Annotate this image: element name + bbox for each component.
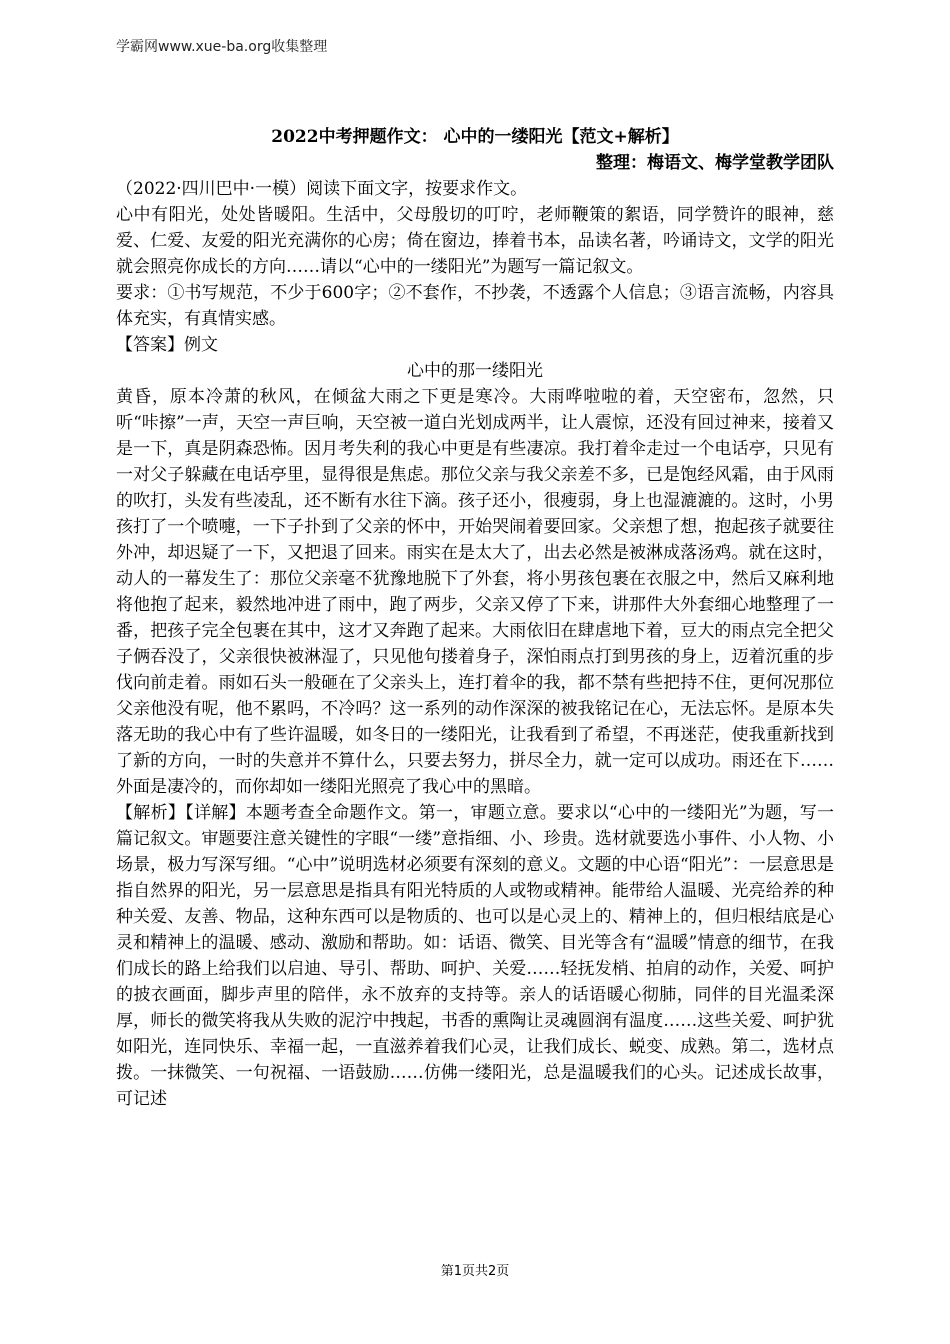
answer-label: 【答案】例文 [116,335,218,355]
writing-prompt: 心中有阳光，处处皆暖阳。生活中，父母殷切的叮咛，老师鞭策的絮语，同学赞许的眼神，慈爱、仁爱、友爱的阳光充满你的心房；倚在窗边，捧着书本，品读名著，吟诵诗文，文学的阳光就会照亮你成长的方向……请以“心中的一缕阳光”为题写一篇记叙文。 [116,205,834,277]
document-body [116,124,834,1112]
writing-requirements: 要求：①书写规范，不少于600字；②不套作，不抄袭，不透露个人信息；③语言流畅，内容具体充实，有真情实感。 [116,283,834,329]
organizer-line: 整理：梅语文、梅学堂教学团队 [596,153,834,173]
analysis-text: 【解析】【详解】本题考查全命题作文。第一，审题立意。要求以“心中的一缕阳光”为题，写一篇记叙文。审题要注意关键性的字眼“一缕”意指细、小、珍贵。选材就要选小事件、小人物、小场景，极力写深写细。“心中”说明选材必须要有深刻的意义。文题的中心语“阳光”：一层意思是指自然界的阳光，另一层意思是指具有阳光特质的人或物或精神。能带给人温暖、光亮给养的种种关爱、友善、物品，这种东西可以是物质的、也可以是心灵上的、精神上的，但归根结底是心灵和精神上的温暖、感动、激励和帮助。如：话语、微笑、目光等含有“温暖”情意的细节，在我们成长的路上给我们以启迪、导引、帮助、呵护、关爱……轻抚发梢、拍肩的动作，关爱、呵护的披衣画面，脚步声里的陪伴，永不放弃的支持等。亲人的话语暖心彻肺，同伴的目光温柔深厚，师长的微笑将我从失败的泥泞中拽起，书香的熏陶让灵魂圆润有温度……这些关爱、呵护犹如阳光，连同快乐、幸福一起，一直滋养着我们心灵，让我们成长、蜕变、成熟。第二，选材点拨。一抹微笑、一句祝福、一语鼓励……仿佛一缕阳光，总是温暖我们的心头。记述成长故事，可记述 [116,803,834,1109]
site-watermark: 学霸网www.xue-ba.org收集整理 [116,39,328,55]
essay-title: 心中的那一缕阳光 [407,361,543,381]
question-source: （2022·四川巴中·一模）阅读下面文字，按要求作文。 [116,179,528,199]
document-title: 2022中考押题作文： 心中的一缕阳光【范文+解析】 [271,127,679,147]
essay-text: 黄昏，原本冷萧的秋风，在倾盆大雨之下更是寒冷。大雨哗啦啦的着，天空密布，忽然，只听“咔擦”一声，天空一声巨响，天空被一道白光划成两半，让人震惊，还没有回过神来，接着又是一下，真是阴森恐怖。因月考失利的我心中更是有些凄凉。我打着伞走过一个电话亭，只见有一对父子躲藏在电话亭里，显得很是焦虑。那位父亲与我父亲差不多，已是饱经风霜，由于风雨的吹打，头发有些凌乱，还不断有水往下滴。孩子还小，很瘦弱，身上也湿漉漉的。这时，小男孩打了一个喷嚏，一下子扑到了父亲的怀中，开始哭闹着要回家。父亲想了想，抱起孩子就要往外冲，却迟疑了一下，又把退了回来。雨实在是太大了，出去必然是被淋成落汤鸡。就在这时，动人的一幕发生了：那位父亲毫不犹豫地脱下了外套，将小男孩包裹在衣服之中，然后又麻利地将他抱了起来，毅然地冲进了雨中，跑了两步，父亲又停了下来，讲那件大外套细心地整理了一番，把孩子完全包裹在其中，这才又奔跑了起来。大雨依旧在肆虐地下着，豆大的雨点完全把父子俩吞没了，父亲很快被淋湿了，只见他句搂着身子，深怕雨点打到男孩的身上，迈着沉重的步伐向前走着。雨如石头一般砸在了父亲头上，连打着伞的我，都不禁有些把持不住，更何况那位父亲他没有呢，他不累吗，不冷吗？这一系列的动作深深的被我铭记在心，无法忘怀。是原本失落无助的我心中有了些许温暖，如冬日的一缕阳光，让我看到了希望，不再迷茫，使我重新找到了新的方向，一时的失意并不算什么，只要去努力，拼尽全力，就一定可以成功。雨还在下……外面是凄冷的，而你却如一缕阳光照亮了我心中的黑暗。 [116,387,834,797]
page-number: 第1页共2页 [440,1264,510,1279]
